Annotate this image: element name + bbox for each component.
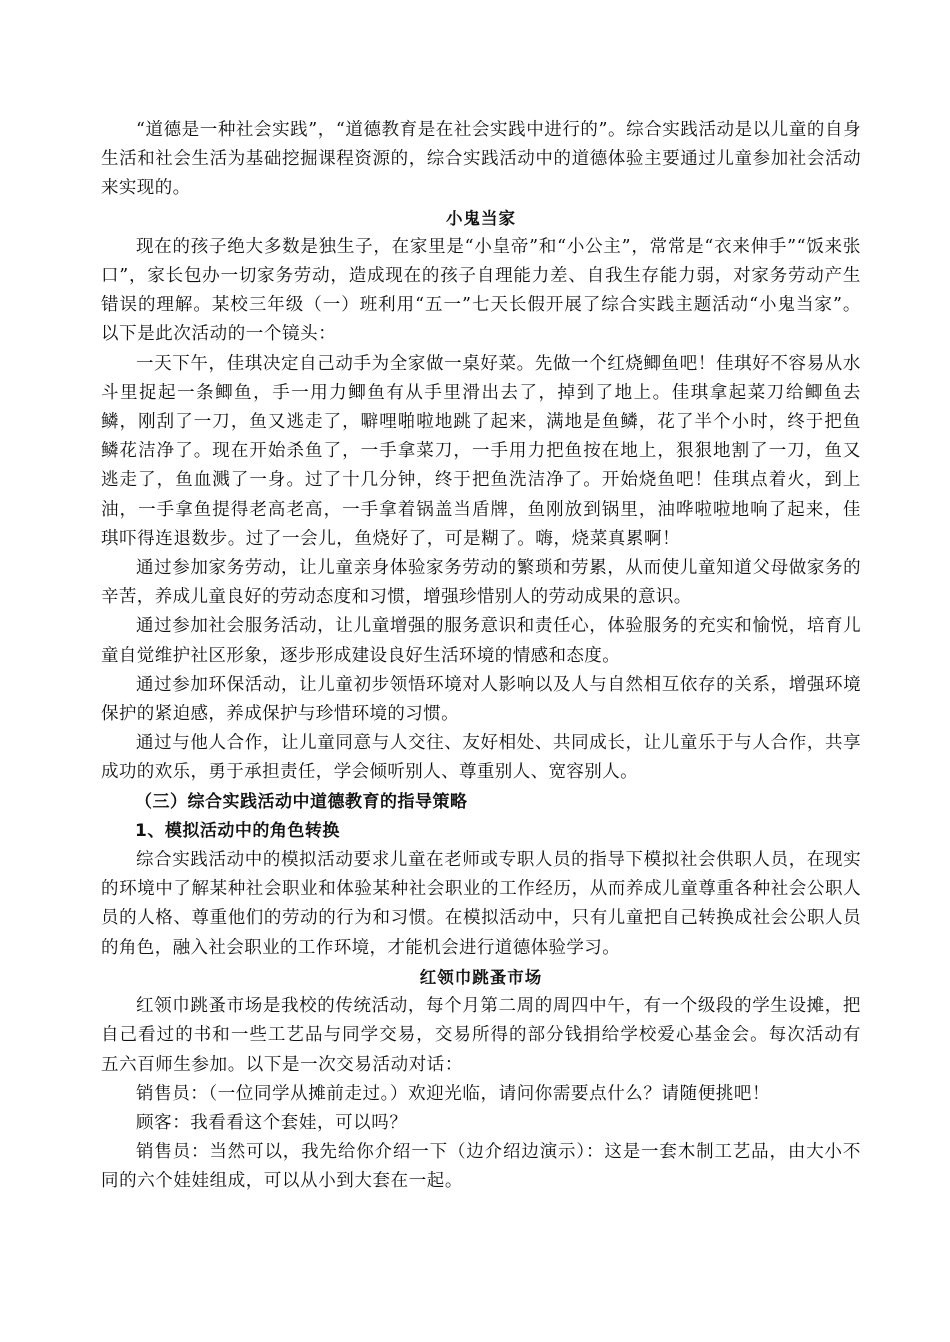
dialogue-line-3: 销售员：当然可以，我先给你介绍一下（边介绍边演示）：这是一套木制工艺品，由大小不同的六个娃娃组成，可以从小到大套在一起。 — [101, 1142, 861, 1192]
case2-paragraph-1: 红领巾跳蚤市场是我校的传统活动，每个月第二周的周四中午，有一个级段的学生设摊，把自己看过的书和一些工艺品与同学交易，交易所得的部分钱捐给学校爱心基金会。每次活动有五六百师生参加。以下是一次交易活动对话： — [101, 996, 861, 1075]
case1-paragraph-1: 现在的孩子绝大多数是独生子，在家里是“小皇帝”和“小公主”，常常是“衣来伸手”“饭来张口”，家长包办一切家务劳动，造成现在的孩子自理能力差、自我生存能力弱，对家务劳动产生错误的理解。某校三年级（一）班利用“五一”七天长假开展了综合实践主题活动“小鬼当家”。以下是此次活动的一个镜头： — [101, 236, 861, 345]
subsection-heading-role-switch: 1、模拟活动中的角色转换 — [135, 820, 340, 841]
intro-paragraph: “道德是一种社会实践”，“道德教育是在社会实践中进行的”。综合实践活动是以儿童的自身生活和社会生活为基础挖掘课程资源的，综合实践活动中的道德体验主要通过儿童参加社会活动来实现的。 — [101, 120, 861, 199]
section-heading-guidance-strategy: （三）综合实践活动中道德教育的指导策略 — [135, 791, 468, 812]
case1-paragraph-2: 一天下午，佳琪决定自己动手为全家做一桌好菜。先做一个红烧鲫鱼吧！佳琪好不容易从水斗里捉起一条鲫鱼，手一用力鲫鱼有从手里滑出去了，掉到了地上。佳琪拿起菜刀给鲫鱼去鳞，刚刮了一刀，鱼又逃走了，噼哩啪啦地跳了起来，满地是鱼鳞，花了半个小时，终于把鱼鳞花洁净了。现在开始杀鱼了，一手拿菜刀，一手用力把鱼按在地上，狠狠地割了一刀，鱼又逃走了，鱼血溅了一身。过了十几分钟，终于把鱼洗洁净了。开始烧鱼吧！佳琪点着火，到上油，一手拿鱼提得老高老高，一手拿着锅盖当盾牌，鱼刚放到锅里，油哗啦啦地响了起来，佳琪吓得连退数步。过了一会儿，鱼烧好了，可是糊了。嗨，烧菜真累啊！ — [101, 353, 861, 549]
section3-paragraph-1: 综合实践活动中的模拟活动要求儿童在老师或专职人员的指导下模拟社会供职人员，在现实的环境中了解某种社会职业和体验某种社会职业的工作经历，从而养成儿童尊重各种社会公职人员的人格、尊重他们的劳动的行为和习惯。在模拟活动中，只有儿童把自己转换成社会公职人员的角色，融入社会职业的工作环境，才能机会进行道德体验学习。 — [101, 850, 861, 958]
document-page — [101, 116, 861, 1197]
case-title-xiaogui-dangjia: 小鬼当家 — [446, 208, 516, 228]
summary-paragraph-1: 通过参加家务劳动，让儿童亲身体验家务劳动的繁琐和劳累，从而使儿童知道父母做家务的辛苦，养成儿童良好的劳动态度和习惯，增强珍惜别人的劳动成果的意识。 — [101, 558, 861, 608]
dialogue-line-1: 销售员：（一位同学从摊前走过。）欢迎光临，请问你需要点什么？请随便挑吧！ — [136, 1083, 771, 1104]
summary-paragraph-3: 通过参加环保活动，让儿童初步领悟环境对人影响以及人与自然相互依存的关系，增强环境保护的紧迫感，养成保护与珍惜环境的习惯。 — [101, 674, 861, 725]
case-title-flea-market: 红领巾跳蚤市场 — [419, 967, 543, 987]
summary-paragraph-4: 通过与他人合作，让儿童同意与人交往、友好相处、共同成长，让儿童乐于与人合作，共享成功的欢乐，勇于承担责任，学会倾听别人、尊重别人、宽容别人。 — [101, 733, 861, 783]
dialogue-line-2: 顾客：我看看这个套娃，可以吗？ — [136, 1112, 408, 1133]
summary-paragraph-2: 通过参加社会服务活动，让儿童增强的服务意识和责任心，体验服务的充实和愉悦，培育儿童自觉维护社区形象，逐步形成建设良好生活环境的情感和态度。 — [101, 616, 861, 666]
